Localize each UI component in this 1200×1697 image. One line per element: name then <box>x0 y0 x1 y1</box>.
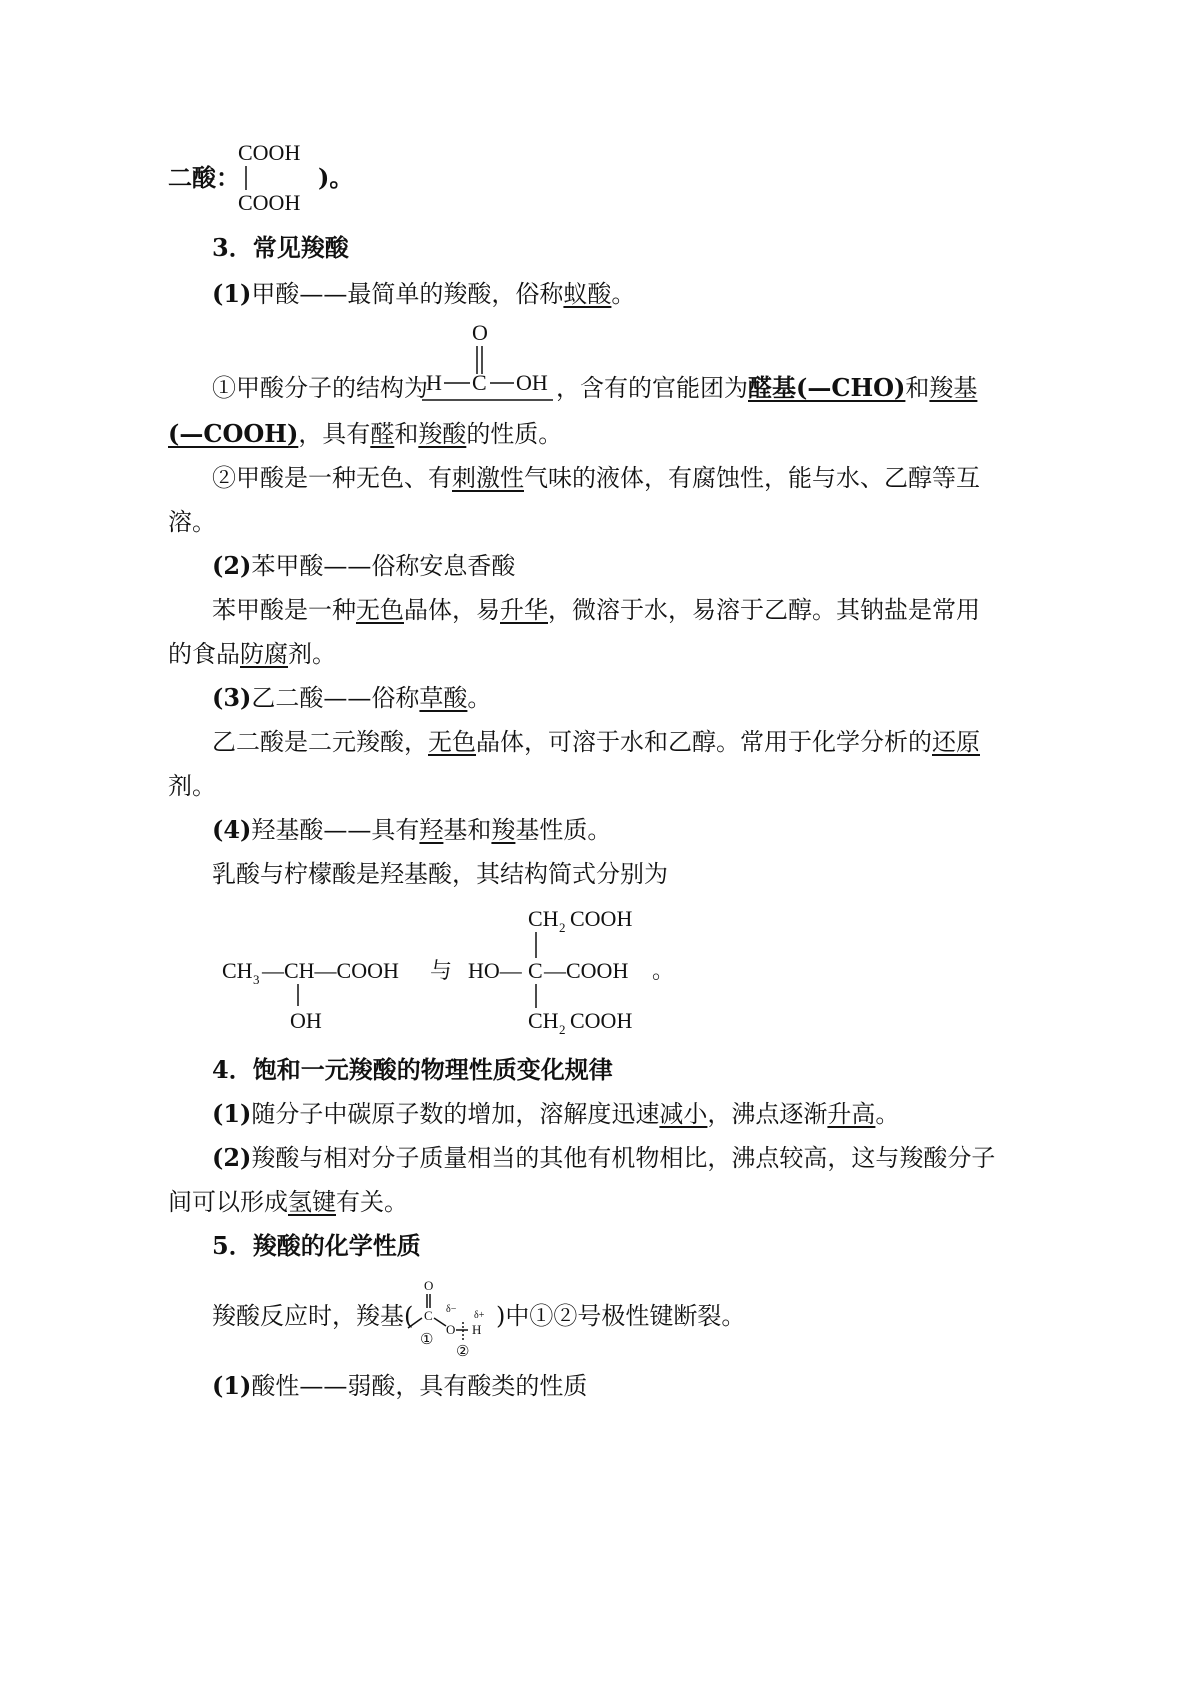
oxalic-desc-line1: 乙二酸是二元羧酸，无色晶体，可溶于水和乙醇。常用于化学分析的还原 <box>212 728 980 756</box>
formic-properties-line: (—COOH)，具有醛和羧酸的性质。 <box>168 419 563 448</box>
oxalic-desc-line2: 剂。 <box>168 772 216 800</box>
svg-text:2: 2 <box>559 1022 566 1037</box>
benzoic-title: (2)苯甲酸——俗称安息香酸 <box>212 551 516 580</box>
oxalic-intro-label: 二酸： <box>168 163 240 192</box>
formic-desc-line2: 溶。 <box>168 508 216 536</box>
section-4-heading: 4．饱和一元羧酸的物理性质变化规律 <box>212 1055 613 1084</box>
svg-text:δ+: δ+ <box>474 1310 485 1321</box>
svg-text:C: C <box>528 958 543 983</box>
svg-text:H: H <box>472 1322 482 1337</box>
svg-text:COOH: COOH <box>570 1008 633 1033</box>
svg-text:CH: CH <box>528 1008 559 1033</box>
formic-functional-groups: ，含有的官能团为醛基(—CHO)和羧基 <box>556 373 978 402</box>
svg-text:OH: OH <box>290 1008 322 1033</box>
svg-text:①: ① <box>420 1332 434 1348</box>
svg-text:H: H <box>426 370 442 395</box>
svg-text:CH: CH <box>222 958 253 983</box>
svg-text:—CH—COOH: —CH—COOH <box>262 958 399 983</box>
section-3-heading: 3．常见羧酸 <box>212 233 349 262</box>
svg-text:COOH: COOH <box>238 140 301 165</box>
formic-desc-line1: ②甲酸是一种无色、有刺激性气味的液体，有腐蚀性，能与水、乙醇等互 <box>212 464 980 492</box>
lactic-citric-structures <box>218 898 678 1038</box>
hydroxy-acid-desc: 乳酸与柠檬酸是羟基酸，其结构简式分别为 <box>212 860 668 888</box>
svg-text:C: C <box>424 1308 433 1323</box>
section-5-heading: 5．羧酸的化学性质 <box>212 1231 421 1260</box>
svg-text:②: ② <box>456 1344 470 1358</box>
svg-text:。: 。 <box>652 958 675 983</box>
svg-text:与: 与 <box>430 958 453 983</box>
benzoic-desc-line1: 苯甲酸是一种无色晶体，易升华，微溶于水，易溶于乙醇。其钠盐是常用 <box>212 596 980 624</box>
svg-text:HO—: HO— <box>468 958 522 983</box>
carboxyl-group-structure <box>404 1272 494 1358</box>
svg-text:O: O <box>446 1322 456 1337</box>
hydroxy-acid-title: (4)羟基酸——具有羟基和羧基性质。 <box>212 815 612 844</box>
svg-text:—COOH: —COOH <box>544 958 629 983</box>
section-4-point-2-line2: 间可以形成氢键有关。 <box>168 1188 408 1216</box>
svg-text:COOH: COOH <box>570 906 633 931</box>
svg-text:OH: OH <box>516 370 548 395</box>
oxalic-acid-formula <box>232 138 322 218</box>
carboxyl-bond-line-end: )中①②号极性键断裂。 <box>496 1302 746 1330</box>
svg-text:O: O <box>424 1278 434 1293</box>
oxalic-title: (3)乙二酸——俗称草酸。 <box>212 683 492 712</box>
carboxyl-bond-line-start: 羧酸反应时，羧基( <box>212 1302 414 1330</box>
section-4-point-2: (2)羧酸与相对分子质量相当的其他有机物相比，沸点较高，这与羧酸分子 <box>212 1143 996 1172</box>
svg-text:C: C <box>472 370 487 395</box>
svg-text:COOH: COOH <box>238 190 301 215</box>
acidity-title: (1)酸性——弱酸，具有酸类的性质 <box>212 1371 588 1400</box>
svg-text:CH: CH <box>528 906 559 931</box>
svg-text:2: 2 <box>559 920 566 935</box>
formic-acid-structure <box>420 318 555 404</box>
oxalic-intro-close: )。 <box>318 163 354 192</box>
svg-text:3: 3 <box>253 972 260 987</box>
svg-text:δ−: δ− <box>446 1304 457 1315</box>
benzoic-desc-line2: 的食品防腐剂。 <box>168 640 336 668</box>
formic-structure-line: ①甲酸分子的结构为 <box>212 374 428 402</box>
formic-title: (1)甲酸——最简单的羧酸，俗称蚁酸。 <box>212 279 636 308</box>
section-4-point-1: (1)随分子中碳原子数的增加，溶解度迅速减小，沸点逐渐升高。 <box>212 1099 900 1128</box>
svg-text:O: O <box>472 320 488 345</box>
